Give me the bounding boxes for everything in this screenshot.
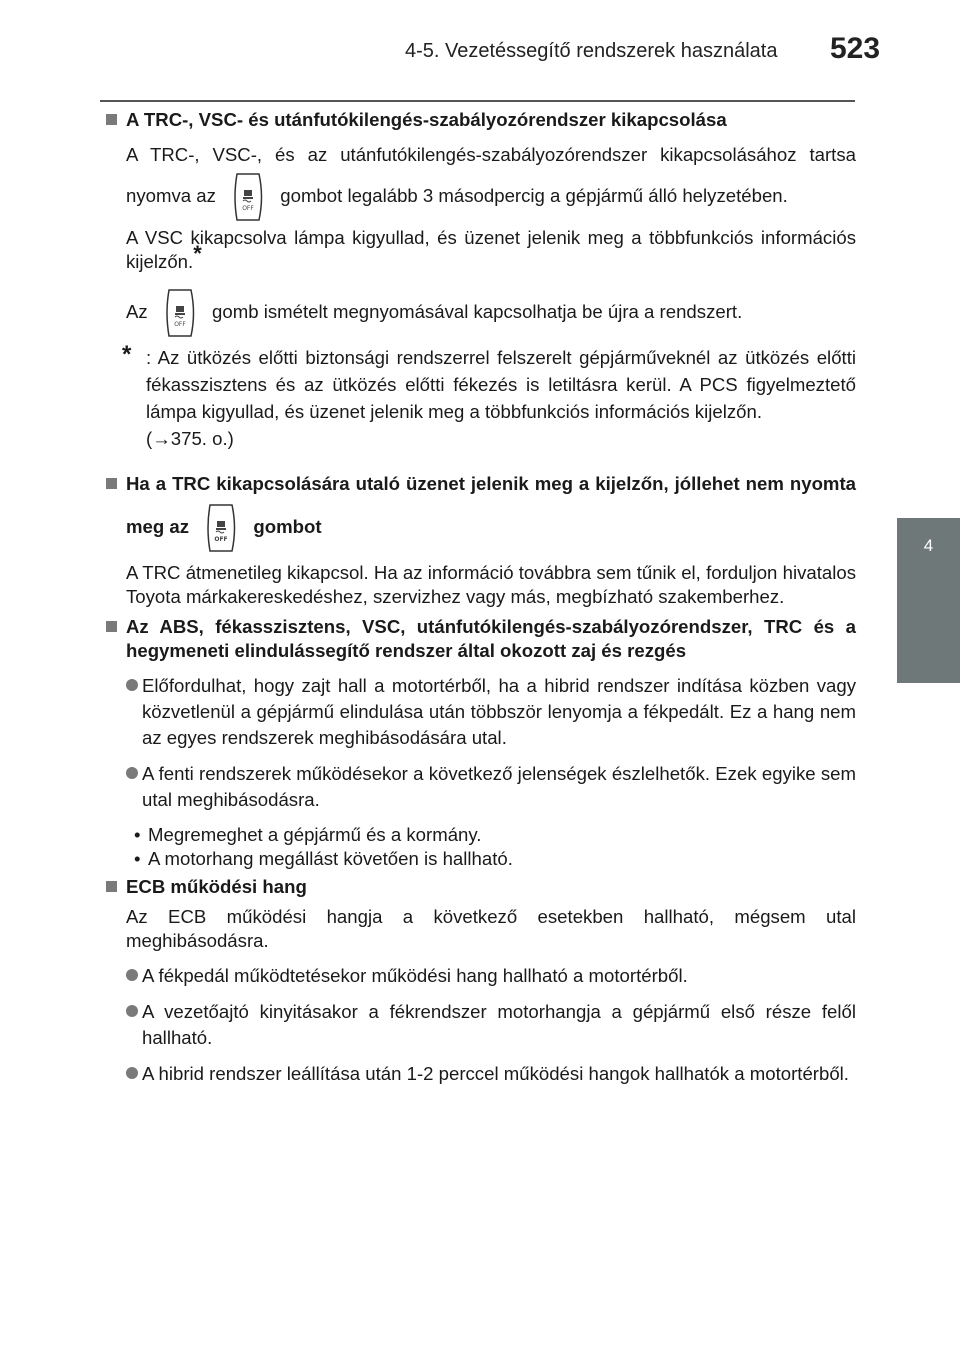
page-number: 523 <box>830 32 881 65</box>
heading-text: gombot <box>253 515 322 537</box>
square-bullet-icon <box>106 114 117 125</box>
svg-text:OFF: OFF <box>214 536 228 543</box>
text: Előfordulhat, hogy zajt hall a motortérből, ha a hibrid rendszer indítása közben vagy közvetlenül a gépjármű elindulása után többször lenyomja a fékpedált. Ez a hang nem az egyes rendszerek meghibásodására utal. <box>142 675 856 748</box>
bullet-icon: • <box>134 824 141 845</box>
circle-bullet-icon <box>126 969 138 981</box>
text: A vezetőajtó kinyitásakor a fékrendszer motorhangja a gépjármű első része felől hallható. <box>142 1001 856 1048</box>
svg-text:OFF: OFF <box>174 321 186 329</box>
vsc-off-button-icon <box>161 288 199 338</box>
circle-bullet-icon <box>126 767 138 779</box>
section-heading <box>104 465 856 553</box>
circle-bullet-icon <box>126 1067 138 1079</box>
section-heading <box>104 615 856 663</box>
vsc-off-button-icon <box>229 172 267 222</box>
text: A fékpedál működtetésekor működési hang hallható a motortérből. <box>142 965 688 986</box>
bullet-icon: • <box>134 848 141 869</box>
footnote-marker: * <box>193 240 202 266</box>
paragraph <box>104 226 856 274</box>
heading-text: Ha a TRC kikapcsolására utaló üzenet jelenik meg a kijelzőn, jóllehet nem nyomta meg az <box>126 473 856 537</box>
header-divider <box>100 100 855 102</box>
heading-text: ECB működési hang <box>126 876 307 897</box>
section-heading <box>104 108 856 132</box>
square-bullet-icon <box>106 621 117 632</box>
text: A TRC átmenetileg kikapcsol. Ha az információ továbbra sem tűnik el, forduljon hivatalos Toyota márkakereskedéshez, szervizhez vagy más, megbízható szakemberhez. <box>126 562 856 607</box>
list-item <box>104 963 856 989</box>
chapter-label-box <box>912 600 942 680</box>
paragraph <box>104 905 856 953</box>
sub-list-item <box>104 823 856 847</box>
paragraph <box>104 284 856 340</box>
footnote-text: : Az ütközés előtti biztonsági rendszerrel felszerelt gépjárműveknél az ütközés előtti fékasszisztens és az ütközés előtti fékezés is letiltásra kerül. A PCS figyelmeztető lámpa kigyullad, és üzenet jelenik meg a többfunkciós információs kijelzőn. <box>146 347 856 422</box>
chapter-number: 4 <box>923 536 934 555</box>
list-item <box>104 673 856 751</box>
circle-bullet-icon <box>126 679 138 691</box>
text: A VSC kikapcsolva lámpa kigyullad, és üzenet jelenik meg a többfunkciós információs kijelzőn. <box>126 227 856 272</box>
header-title: 4-5. Vezetéssegítő rendszerek használata <box>405 40 778 62</box>
text: A fenti rendszerek működésekor a következő jelenségek észlelhetők. Ezek egyike sem utal meghibásodásra. <box>142 763 856 810</box>
text: Megremeghet a gépjármű és a kormány. <box>148 824 482 845</box>
text: A hibrid rendszer leállítása után 1-2 perccel működési hangok hallhatók a motortérből. <box>142 1063 849 1084</box>
text: gomb ismételt megnyomásával kapcsolhatja be újra a rendszert. <box>212 301 743 322</box>
text: Az ECB működési hangja a következő esetekben hallható, mégsem utal meghibásodásra. <box>126 906 856 951</box>
text: Az <box>126 301 148 322</box>
text: gombot legalább 3 másodpercig a gépjármű álló helyzetében. <box>280 184 788 206</box>
paragraph <box>104 138 856 222</box>
page-reference: (→375. o.) <box>146 428 234 449</box>
section-heading <box>104 875 856 899</box>
text: A motorhang megállást követően is hallható. <box>148 848 513 869</box>
paragraph <box>104 561 856 609</box>
heading-text: A TRC-, VSC- és utánfutókilengés-szabályozórendszer kikapcsolása <box>126 109 727 130</box>
square-bullet-icon <box>106 881 117 892</box>
footnote <box>104 341 856 425</box>
text: A TRC-, VSC-, és az utánfutókilengés-szabályozórendszer kikapcsolásához tartsa nyomva az <box>126 144 856 206</box>
svg-text:OFF: OFF <box>242 205 254 212</box>
list-item <box>104 761 856 813</box>
chapter-label: Vezetés <box>918 609 937 671</box>
square-bullet-icon <box>106 478 117 489</box>
footnote-ref <box>104 427 856 451</box>
circle-bullet-icon <box>126 1005 138 1017</box>
page-content <box>104 108 856 1087</box>
list-item <box>104 999 856 1051</box>
heading-text: Az ABS, fékasszisztens, VSC, utánfutókilengés-szabályozórendszer, TRC és a hegymeneti elindulássegítő rendszer által okozott zaj és rezgés <box>126 616 856 661</box>
sub-list-item <box>104 847 856 871</box>
list-item <box>104 1061 856 1087</box>
footnote-marker: * <box>122 341 132 368</box>
vsc-off-button-icon <box>202 503 240 553</box>
